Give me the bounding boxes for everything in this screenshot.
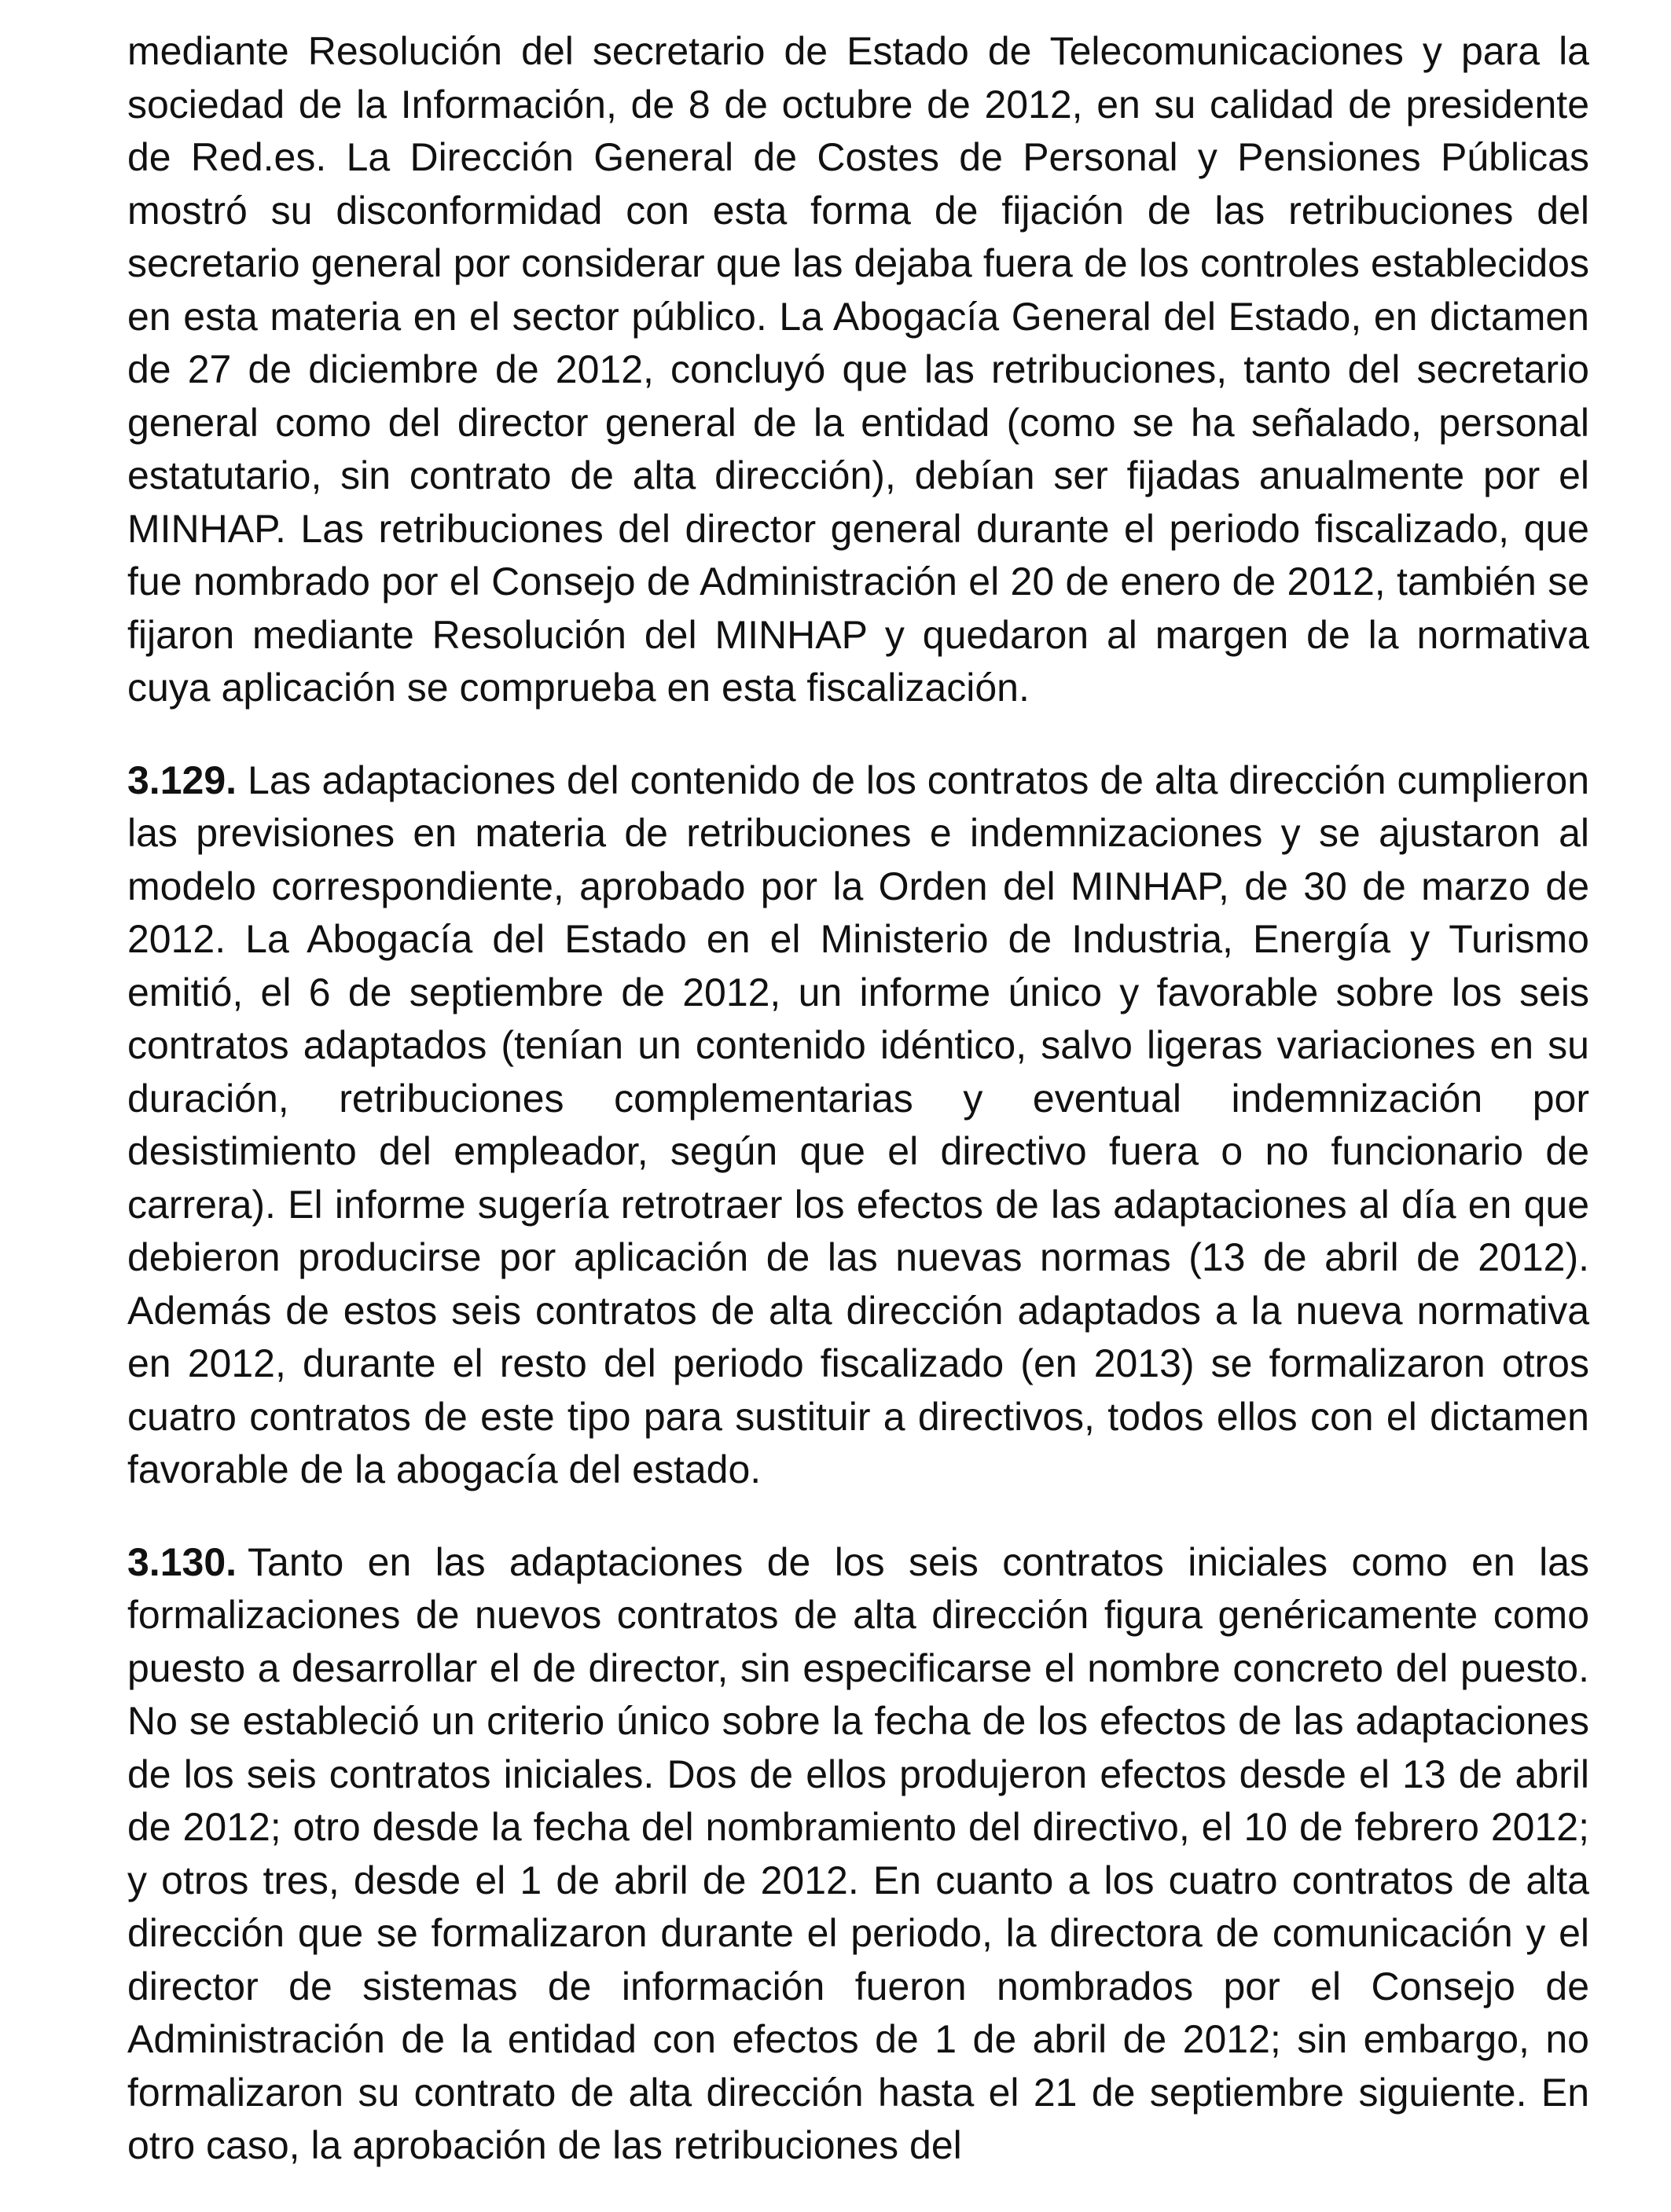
paragraph-number: 3.129.: [127, 758, 237, 802]
paragraph-text: Tanto en las adaptaciones de los seis contratos iniciales como en las formalizaciones de nuevos contratos de alta dirección figura genéricamente como puesto a desarrollar el de director, sin especificarse el nombre concreto del puesto. No se estableció un criterio único sobre la fecha de los efectos de las adaptaciones de los seis contratos iniciales. Dos de ellos produjeron efectos desde el 13 de abril de 2012; otro desde la fecha del nombramiento del directivo, el 10 de febrero 2012; y otros tres, desde el 1 de abril de 2012. En cuanto a los cuatro contratos de alta dirección que se formalizaron durante el periodo, la directora de comunicación y el director de sistemas de información fueron nombrados por el Consejo de Administración de la entidad con efectos de 1 de abril de 2012; sin embargo, no formalizaron su contrato de alta dirección hasta el 21 de septiembre siguiente. En otro caso, la aprobación de las retribuciones del: [127, 1539, 1589, 2167]
paragraph-3-130: [127, 1536, 1589, 2173]
paragraph-text: Las adaptaciones del contenido de los contratos de alta dirección cumplieron las previsiones en materia de retribuciones e indemnizaciones y se ajustaron al modelo correspondiente, aprobado por la Orden del MINHAP, de 30 de marzo de 2012. La Abogacía del Estado en el Ministerio de Industria, Energía y Turismo emitió, el 6 de septiembre de 2012, un informe único y favorable sobre los seis contratos adaptados (tenían un contenido idéntico, salvo ligeras variaciones en su duración, retribuciones complementarias y eventual indemnización por desistimiento del empleador, según que el directivo fuera o no funcionario de carrera). El informe sugería retrotraer los efectos de las adaptaciones al día en que debieron producirse por aplicación de las nuevas normas (13 de abril de 2012). Además de estos seis contratos de alta dirección adaptados a la nueva normativa en 2012, durante el resto del periodo fiscalizado (en 2013) se formalizaron otros cuatro contratos de este tipo para sustituir a directivos, todos ellos con el dictamen favorable de la abogacía del estado.: [127, 758, 1589, 1491]
document-page: [127, 25, 1589, 2212]
paragraph-number: 3.130.: [127, 1539, 237, 1584]
paragraph-continuation: [127, 25, 1589, 715]
paragraph-text: mediante Resolución del secretario de Estado de Telecomunicaciones y para la sociedad de la Información, de 8 de octubre de 2012, en su calidad de presidente de Red.es. La Dirección General de Costes de Personal y Pensiones Públicas mostró su disconformidad con esta forma de fijación de las retribuciones del secretario general por considerar que las dejaba fuera de los controles establecidos en esta materia en el sector público. La Abogacía General del Estado, en dictamen de 27 de diciembre de 2012, concluyó que las retribuciones, tanto del secretario general como del director general de la entidad (como se ha señalado, personal estatutario, sin contrato de alta dirección), debían ser fijadas anualmente por el MINHAP. Las retribuciones del director general durante el periodo fiscalizado, que fue nombrado por el Consejo de Administración el 20 de enero de 2012, también se fijaron mediante Resolución del MINHAP y quedaron al margen de la normativa cuya aplicación se comprueba en esta fiscalización.: [127, 29, 1589, 710]
paragraph-3-129: [127, 754, 1589, 1497]
